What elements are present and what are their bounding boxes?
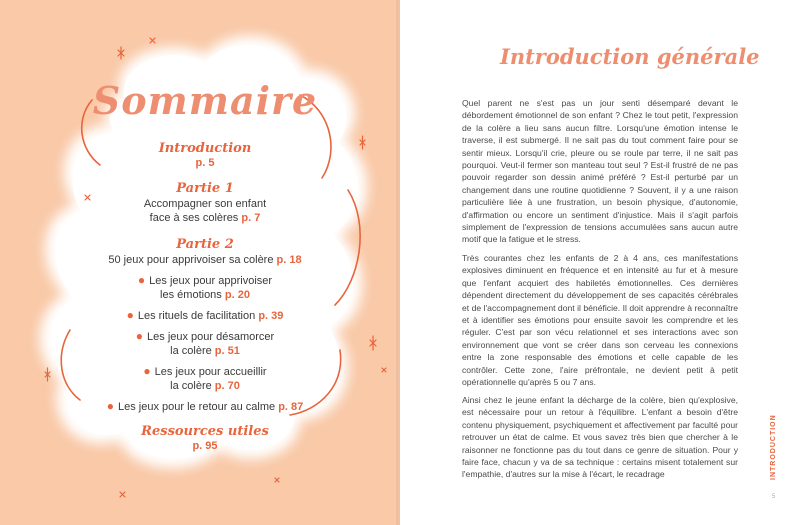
toc-item-line2: la colère	[170, 345, 212, 357]
toc-item	[80, 308, 330, 323]
toc-part1-line2-wrap	[80, 211, 330, 225]
article-paragraph: Très courantes chez les enfants de 2 à 4 ans, ces manifestations explosives diminuent en fréquence et en intensité au fur et à mesure que l'enfant acquiert des habiletés émotionnelles. Ces dernières dépendent directement du développement de ses capacités cérébrales et de l'accompagnement dont il bénéficie. Il doit apprendre à reconnaître et à identifier ses émotions pour ensuite savoir les comprendre et les réguler. C'est par son vécu relationnel et ses interactions avec son environnement que vont se créer dans son cerveau les connexions entre la zone responsable des émotions et celle capable de les contrôler. Cette zone, l'aire préfrontale, ne devient petit à petit opérationnelle qu'après 5 ou 7 ans.	[462, 253, 738, 388]
toc-item-line1: Les jeux pour le retour au calme	[117, 401, 276, 413]
toc-item-line2: la colère	[170, 380, 212, 392]
toc-part2-heading: Partie 2	[176, 237, 234, 252]
bullet-icon: ●	[126, 308, 134, 322]
page-number: 5	[772, 494, 776, 500]
article-paragraph: Ainsi chez le jeune enfant la décharge de la colère, bien qu'explosive, est nécessaire pour un retour à l'équilibre. L'enfant a besoin d'être contenu physiquement, psychiquement et affectivement par faculté pour retrouver un état de calme. Et vous savez très bien que chercher à le raisonner ne fonctionne pas du tout dans ce genre de situation. Pour y faire face, chacun y va de sa technique : certains misent totalement sur l'empathie, d'autres sur la mise à l'écart, le recadrage	[462, 395, 738, 480]
bullet-icon: ●	[143, 364, 151, 378]
article-paragraph: Quel parent ne s'est pas un jour senti désemparé devant le débordement émotionnel de son enfant ? Chez le tout petit, l'expression de la colère a lieu sans aucun filtre. Lorsqu'une émotion intense le traverse, il est submergé. Il ne sait pas du tout comment faire pour se sentir mieux. Lorsqu'il crie, pleure ou se roule par terre, il ne sait pas pourquoi. Veut-il fermer son manteau tout seul ? Est-il frustré de ne pas pouvoir regarder son dessin animé préféré ? Est-il perturbé par un changement dans une routine quotidienne ? Souvent, il y a une raison particulière liée à une frustration, un besoin physique, d'autonomie, d'affirmation ou encore un sentiment d'injustice. Mais il s'agit parfois simplement de l'expression de tensions accumulées sans aucun autre motif que la fatigue et le stress.	[462, 98, 738, 245]
toc-item-page: p. 51	[214, 345, 240, 357]
toc-item-page: p. 70	[214, 380, 240, 392]
toc-part1-line1: Accompagner son enfant	[143, 198, 267, 210]
toc-resources-heading: Ressources utiles	[141, 424, 269, 439]
toc-resources	[80, 424, 330, 452]
article-title: Introduction générale	[500, 44, 760, 69]
toc-item-line1: Les jeux pour accueillir	[154, 366, 267, 378]
toc-item	[80, 399, 330, 414]
table-of-contents	[80, 78, 330, 452]
toc-resources-page: p. 95	[192, 440, 218, 452]
toc-title: Sommaire	[92, 78, 318, 123]
toc-item-page: p. 39	[258, 310, 284, 322]
toc-item-line1: Les rituels de facilitation	[137, 310, 256, 322]
toc-item	[80, 329, 330, 358]
toc-item-line1: Les jeux pour apprivoiser	[149, 275, 273, 287]
bullet-icon: ●	[137, 273, 146, 287]
toc-item-page: p. 20	[224, 289, 250, 301]
toc-part1-page: p. 7	[241, 212, 261, 224]
toc-item-line2: les émotions	[160, 289, 222, 301]
toc-part2	[80, 237, 330, 414]
toc-item-page: p. 87	[278, 401, 304, 413]
section-side-label: INTRODUCTION	[770, 414, 777, 480]
toc-part2-main	[80, 253, 330, 267]
toc-item-line1: Les jeux pour désamorcer	[147, 331, 275, 343]
toc-part1-line2: face à ses colères	[149, 212, 239, 224]
toc-part1-heading: Partie 1	[176, 181, 234, 196]
toc-item	[80, 273, 330, 302]
bullet-icon: ●	[135, 329, 144, 343]
introduction-page	[400, 0, 800, 525]
toc-part2-main-page: p. 18	[276, 254, 302, 266]
toc-intro-page: p. 5	[195, 157, 215, 169]
toc-part1	[80, 181, 330, 225]
bullet-icon: ●	[106, 399, 114, 413]
toc-intro-heading: Introduction	[158, 141, 252, 156]
toc-part2-main-label: 50 jeux pour apprivoiser sa colère	[108, 254, 274, 266]
toc-introduction	[80, 141, 330, 169]
toc-item	[80, 364, 330, 393]
